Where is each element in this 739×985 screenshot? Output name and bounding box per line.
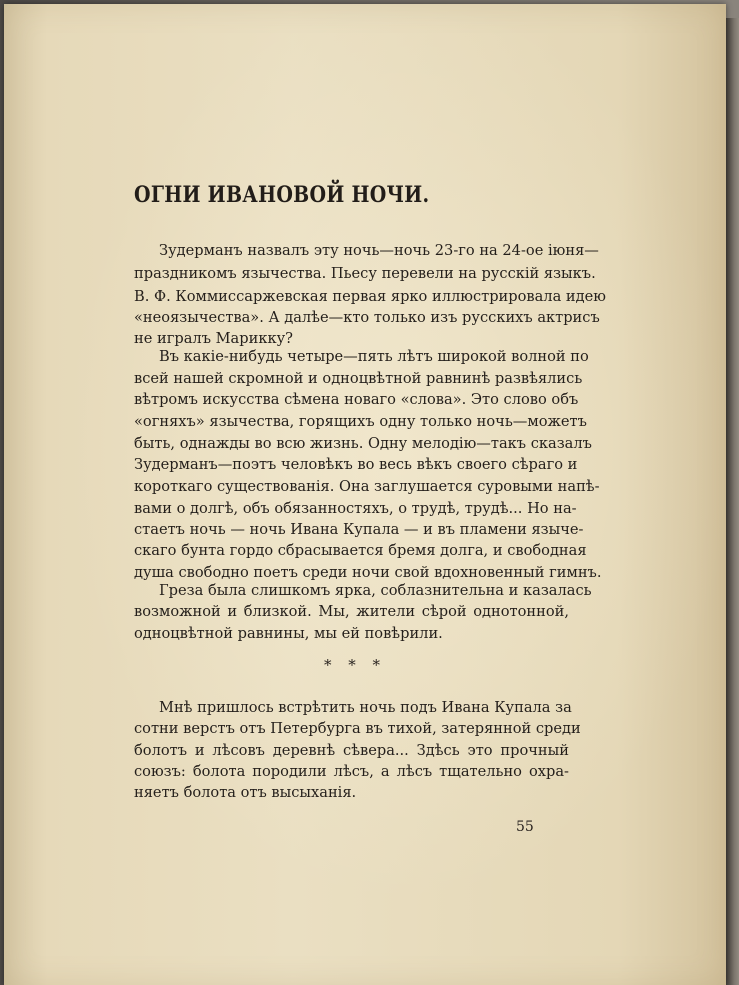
text-line: «неоязычества». А далѣе—кто только изъ русскихъ актрисъ [134, 309, 600, 326]
text-line: быть, однажды во всю жизнь. Одну мелодію—такъ сказалъ [134, 435, 592, 452]
text-line: «огняхъ» язычества, горящихъ одну только ночь—можетъ [134, 413, 587, 430]
text-line: Греза была слишкомъ ярка, соблазнительна и казалась [159, 582, 592, 599]
page-stack-edge [724, 18, 739, 985]
text-line: не игралъ Марикку? [134, 330, 293, 347]
text-line: болотъ и лѣсовъ деревнѣ сѣвера... Здѣсь это прочный [134, 742, 569, 759]
chapter-title: ОГНИ ИВАНОВОЙ НОЧИ. [134, 182, 430, 208]
text-line: сотни верстъ отъ Петербурга въ тихой, затерянной среди [134, 720, 581, 737]
text-line: В. Ф. Коммиссаржевская первая ярко иллюстрировала идею [134, 288, 606, 305]
text-line: душа свободно поетъ среди ночи свой вдохновенный гимнъ. [134, 564, 602, 581]
text-line: вѣтромъ искусства сѣмена новаго «слова». Это слово объ [134, 391, 579, 408]
text-line: всей нашей скромной и одноцвѣтной равнинѣ развѣялись [134, 370, 583, 387]
text-line: няетъ болота отъ высыханія. [134, 784, 357, 801]
text-line: одноцвѣтной равнины, мы ей повѣрили. [134, 625, 443, 642]
text-line: короткаго существованія. Она заглушается суровыми напѣ- [134, 478, 600, 495]
text-line: Въ какіе-нибудь четыре—пять лѣтъ широкой волной по [159, 348, 589, 365]
page-number: 55 [516, 819, 534, 835]
text-line: вами о долгѣ, объ обязанностяхъ, о трудѣ, трудѣ... Но на- [134, 500, 577, 517]
text-line: скаго бунта гордо сбрасывается бремя долга, и свободная [134, 542, 587, 559]
book-page [4, 4, 726, 985]
text-line: союзъ: болота породили лѣсъ, а лѣсъ тщательно охра- [134, 763, 569, 780]
text-line: Мнѣ пришлось встрѣтить ночь подъ Ивана Купала за [159, 699, 572, 716]
text-line: возможной и близкой. Мы, жители сѣрой однотонной, [134, 603, 569, 620]
text-line: Зудерманъ—поэтъ человѣкъ во весь вѣкъ своего сѣраго и [134, 456, 578, 473]
text-line: праздникомъ язычества. Пьесу перевели на русскій языкъ. [134, 265, 596, 282]
text-line: стаетъ ночь — ночь Ивана Купала — и въ пламени языче- [134, 521, 584, 538]
section-separator: * * * [324, 656, 387, 674]
text-line: Зудерманъ назвалъ эту ночь—ночь 23-го на 24-ое іюня— [159, 242, 599, 259]
